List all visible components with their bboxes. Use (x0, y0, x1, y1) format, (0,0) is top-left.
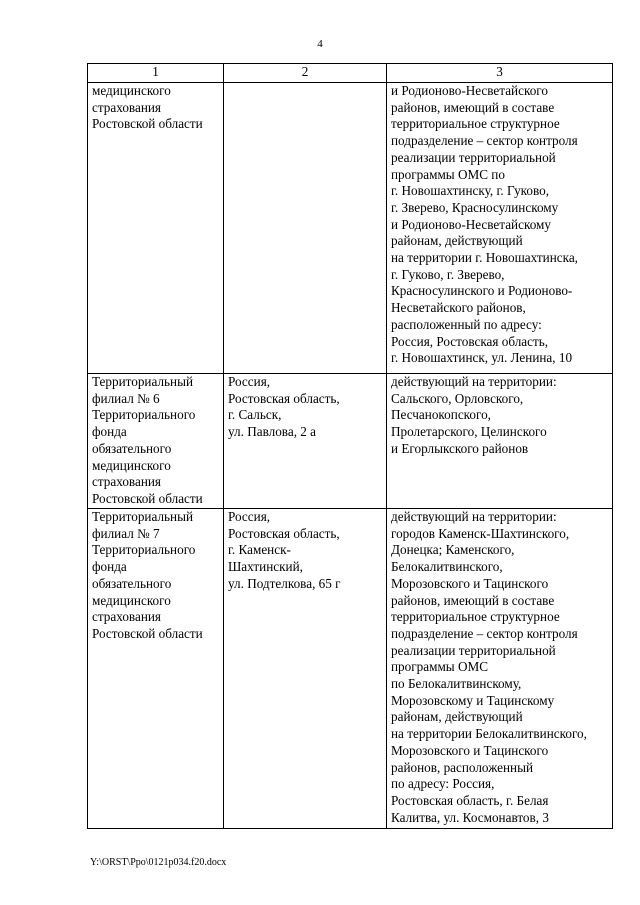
column-header-2: 2 (224, 64, 387, 83)
table-cell-fund-name: Территориальный филиал № 7 Территориального фонда обязательного медицинского страхования Ростовской области (88, 509, 224, 829)
table-row (88, 509, 613, 829)
column-header-1: 1 (88, 64, 224, 83)
table-header-row (88, 64, 613, 83)
page-number: 4 (317, 38, 323, 50)
table-row (88, 83, 613, 374)
table-cell-territory: действующий на территории: Сальского, Орловского, Песчанокопского, Пролетарского, Целинского и Егорлыкского районов (387, 374, 613, 509)
column-header-3: 3 (387, 64, 613, 83)
table-row (88, 374, 613, 509)
table-cell-fund-name: медицинского страхования Ростовской области (88, 83, 224, 374)
footer-file-path: Y:\ORST\Ppo\0121p034.f20.docx (90, 857, 227, 868)
table-cell-address (224, 83, 387, 374)
table-cell-territory: и Родионово-Несветайского районов, имеющий в составе территориальное структурное подразделение – сектор контроля реализации территориальной программы ОМС по г. Новошахтинску, г. Гуково, г. Зверево, Красносулинскому и Родионово-Несветайскому районам, действующий на территории г. Новошахтинска, г. Гуково, г. Зверево, Красносулинского и Родионово- Несветайского районов, расположенный по адресу: Россия, Ростовская область, г. Новошахтинск, ул. Ленина, 10 (387, 83, 613, 374)
table-cell-territory: действующий на территории: городов Каменск-Шахтинского, Донецка; Каменского, Белокалитвинского, Морозовского и Тацинского районов, имеющий в составе территориальное структурное подразделение – сектор контроля реализации территориальной программы ОМС по Белокалитвинскому, Морозовскому и Тацинскому районам, действующий на территории Белокалитвинского, Морозовского и Тацинского районов, расположенный по адресу: Россия, Ростовская область, г. Белая Калитва, ул. Космонавтов, 3 (387, 509, 613, 829)
table-cell-address: Россия, Ростовская область, г. Сальск, ул. Павлова, 2 а (224, 374, 387, 509)
table-cell-address: Россия, Ростовская область, г. Каменск- Шахтинский, ул. Подтелкова, 65 г (224, 509, 387, 829)
document-table (87, 63, 613, 829)
table-cell-fund-name: Территориальный филиал № 6 Территориального фонда обязательного медицинского страхования Ростовской области (88, 374, 224, 509)
